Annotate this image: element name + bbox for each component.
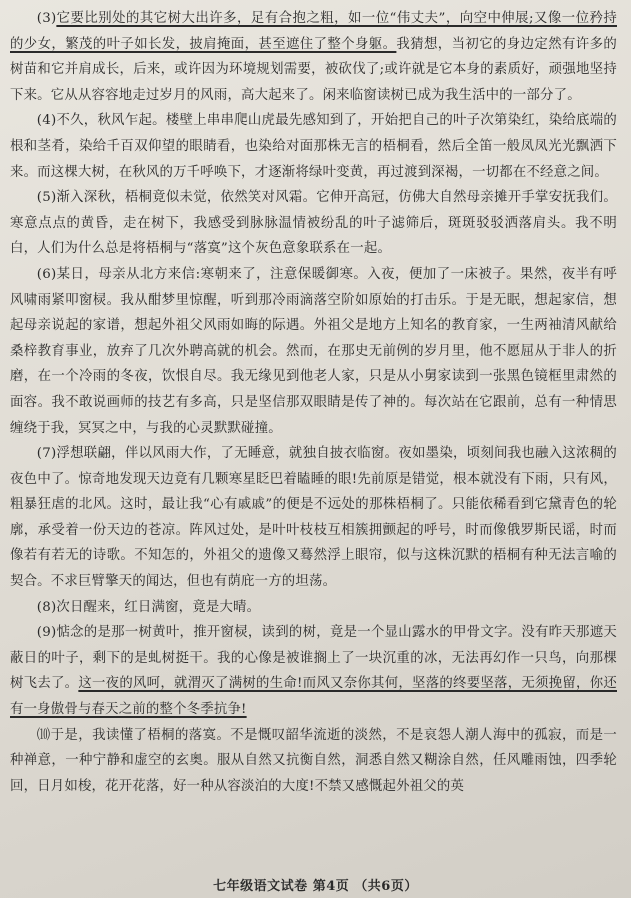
paragraph-4: (4)不久，秋风乍起。楼壁上串串爬山虎最先感知到了，开始把自己的叶子次第染红，染给底端的根和茎肴，染给千百双仰望的眼睛看，也染给对面那株无言的梧桐看，然后全笛一般凤凤光光飘洒下来。而这棵大树，在秋风的万千呼唤下，才逐渐将绿叶变黄，再过渡到深褐，一切都在不经意之间。 (10, 113, 617, 180)
paragraph-8: (8)次日醒来，红日满窗，竟是大晴。 (36, 599, 261, 615)
paragraph-7: (7)浮想联翩，伴以风雨大作，了无睡意，就独自披衣临窗。夜如墨染，顷刻间我也融入这浓稠的夜色中了。惊奇地发现天边竟有几颗寒星眨巴着瞌睡的眼!先前原是错觉，根本就没有下雨，只有风，粗暴狂虐的北风。这时，最让我“心有戚戚”的便是不远处的那株梧桐了。只能依稀看到它黛青色的轮廓，承受着一份天边的苍凉。阵风过处，是叶叶枝枝互相簇拥颤起的呼号，时而像俄罗斯民谣，时而像若有若无的诗歌。不知怎的，外祖父的遗像又蓦然浮上眼帘，似与这株沉默的梧桐有种无法言喻的契合。不求巨臂擎天的闻达，但也有荫庇一方的坦荡。 (10, 446, 617, 590)
paragraph-6: (6)某日，母亲从北方来信:寒朝来了，注意保暖御寒。入夜，便加了一床被子。果然，夜半有呼风啸雨紧叩窗棂。我从酣梦里惊醒，听到那冷雨滴落空阶如原始的打击乐。于是无眠，想起家信，想起母亲说起的家谱，想起外祖父风雨如晦的际遇。外祖父是地方上知名的教育家，一生两袖清风献给桑梓教育事业，放弃了几次外聘高就的机会。然而，在那史无前例的岁月里，他不愿屈从于非人的折磨，在一个冷雨的冬夜，饮恨自尽。我无缘见到他老人家，只是从小舅家读到一张黑色镜框里肃然的面容。我不敢说画师的技艺有多高，只是坚信那双眼睛是传了神的。每次站在它跟前，总有一种情思缠绕于我，冥冥之中，与我的心灵默默碰撞。 (10, 266, 617, 436)
paragraph-9 (10, 620, 617, 722)
paragraph-3-rest: 我猜想，当初它的身边定然有许多的树苗和它并肩成长，后来，或许因为环境规划需要，被砍伐了;或许就是它本身的素质好，顽强地坚持下来。它从从容容地走过岁月的风雨，高大起来了。闲来临窗读树已成为我生活中的一部分了。 (10, 36, 617, 103)
page-footer: 七年级语文试卷 第4页 （共6页） (213, 879, 418, 894)
paragraph-3-number: (3) (36, 11, 57, 26)
paragraph-10: ⑽于是，我读懂了梧桐的落寞。不是慨叹韶华流逝的淡然，不是哀怨人潮人海中的孤寂，而是一种禅意，一种宁静和虚空的玄奥。服从自然又抗衡自然，洞悉自然又糊涂自然，任风雕雨蚀，四季轮回，日月如梭，花开花落，好一种从容淡泊的大度!不禁又感慨起外祖父的英 (10, 727, 617, 794)
paragraph-3-underlined: 它要比别处的其它树大出许多，足有合抱之粗，如一位“伟丈夫”，向空中伸展;又像一位矜持的少女，繁茂的叶子如长发，披肩掩面，甚至遮住了整个身躯。 (10, 11, 617, 52)
paragraph-9-underlined: 这一夜的风呵，就渭灭了满树的生命!而风又奈你其何，坚落的终要坚落，无须挽留，你还有一身傲骨与春天之前的整个冬季抗争! (10, 676, 617, 718)
paragraph-3 (10, 6, 617, 108)
paragraph-5: (5)渐入深秋，梧桐竟似未觉，依然笑对风霜。它伸开高冠，仿佛大自然母亲摊开手掌安抚我们。寒意点点的黄昏，走在树下，我感受到脉脉温情被纷乱的叶子滤筛后，斑斑驳驳洒落肩头。我不明白，人们为什么总是将梧桐与“落寞”这个灰色意象联系在一起。 (10, 190, 617, 257)
paragraph-9-text: (9)惦念的是那一树黄叶，推开窗棂，读到的树，竟是一个显山露水的甲骨文字。没有昨天那遮天蔽日的叶子，剩下的是虬树挺干。我的心像是被谁搁上了一块沉重的冰，无法再幻作一只鸟，向那棵树飞去了。 (10, 625, 617, 692)
